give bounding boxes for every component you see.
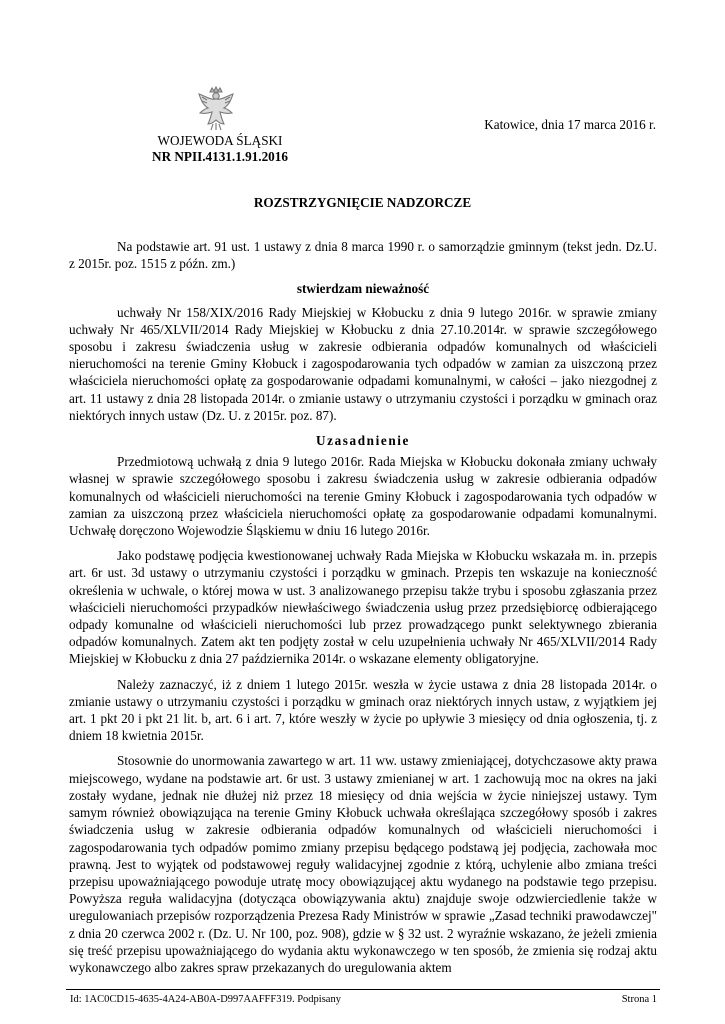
resolution-paragraph: uchwały Nr 158/XIX/2016 Rady Miejskiej w Kłobucku z dnia 9 lutego 2016r. w sprawie zmiany uchwały Nr 465/XLVII/2014 Rady Miejskiej w Kłobucku z dnia 27.10.2014r. w sprawie szczegółowego sposobu i zakresu świadczenia usług w zakresie odbierania odpadów komunalnych od właścicieli nieruchomości na terenie Gminy Kłobuck i zagospodarowania tych odpadów w zamian za uiszczoną przez właściciela nieruchomości opłatę za gospodarowanie odpadami komunalnymi, w całości – jako niezgodnej z art. 11 ustawy z dnia 28 listopada 2014r. o zmianie ustawy o utrzymaniu czystości i porządku w gminach oraz niektórych innych ustaw (Dz. U. z 2015r. poz. 87). <box>69 304 657 423</box>
justification-heading: Uzasadnienie <box>316 433 410 449</box>
justification-paragraph: Przedmiotową uchwałą z dnia 9 lutego 2016r. Rada Miejska w Kłobucku dokonała zmiany uchwały własnej w sprawie szczegółowego sposobu i zakresu świadczenia usług w zakresie odbierania odpadów komunalnych od właścicieli nieruchomości na terenie Gminy Kłobuck i zagospodarowania tych odpadów w zamian za uiszczoną przez właściciela nieruchomości opłatę za gospodarowanie odpadami komunalnymi. Uchwałę doręczono Wojewodzie Śląskiemu w dniu 16 lutego 2016r. <box>69 454 657 539</box>
document-number: NR NPII.4131.1.91.2016 <box>152 149 288 164</box>
issuer-block <box>140 133 300 165</box>
justification-paragraph: Stosownie do unormowania zawartego w art. 11 ww. ustawy zmieniającej, dotychczasowe akty prawa miejscowego, wydane na podstawie art. 6r ust. 3 ustawy zmienianej w art. 1 zachowują moc na okres na jaki zostały wydane, jednak nie dłużej niż przez 18 miesięcy od dnia wejścia w życie niniejszej ustawy. Tym samym również obowiązująca na terenie Gminy Kłobuck uchwała określająca szczegółowy sposób i zakres świadczenia usług w zakresie odbierania odpadów komunalnych od właścicieli nieruchomości i zagospodarowania tych odpadów pomimo zmiany przepisu będącego podstawą jej podjęcia, zachowała moc prawną. Jest to wyjątek od podstawowej reguły walidacyjnej zgodnie z którą, uchylenie albo zmiana treści przepisu upoważniającego powoduje utratę mocy obowiązującej aktu wydanego na podstawie tego przepisu. Powyższa reguła walidacyjna (dotycząca obowiązywania aktu) znajduje swoje odzwierciedlenie także w uregulowaniach przepisów rozporządzenia Prezesa Rady Ministrów w sprawie „Zasad techniki prawodawczej" z dnia 20 czerwca 2002 r. (Dz. U. Nr 100, poz. 908), gdzie w § 32 ust. 2 wyraźnie wskazano, że jeżeli zmienia się treść przepisu upoważniającego do wydania aktu wykonawczego w ten sposób, że zmienia się rodzaj aktu wykonawczego albo zakres spraw przekazanych do uregulowania aktem <box>69 753 657 975</box>
place-and-date: Katowice, dnia 17 marca 2016 r. <box>484 117 656 132</box>
polish-eagle-emblem-icon <box>196 86 236 132</box>
justification-paragraph: Jako podstawę podjęcia kwestionowanej uchwały Rada Miejska w Kłobucku wskazała m. in. przepis art. 6r ust. 3d ustawy o utrzymaniu czystości i porządku w gminach. Przepis ten wskazuje na konieczność określenia w uchwale, o której mowa w ust. 3 analizowanego przepisu także trybu i sposobu zgłaszania przez właścicieli nieruchomości przypadków niewłaściwego świadczenia usług przez przedsiębiorcę odbierającego odpady komunalne od właścicieli nieruchomości lub przez prowadzącego punkt selektywnego zbierania odpadów komunalnych. Zatem akt ten podjęty został w celu uzupełnienia uchwały Nr 465/XLVII/2014 Rady Miejskiej w Kłobucku z dnia 27 października 2014r. o wskazane elementy obligatoryjne. <box>69 548 657 667</box>
issuer-name: WOJEWODA ŚLĄSKI <box>157 133 283 148</box>
decision-statement: stwierdzam nieważność <box>296 281 430 297</box>
footer-divider <box>66 989 660 990</box>
page-number: Strona 1 <box>621 994 657 1005</box>
document-id: Id: 1AC0CD15-4635-4A24-AB0A-D997AAFFF319. Podpisany <box>70 994 341 1005</box>
document-body <box>69 238 657 984</box>
document-title: ROZSTRZYGNIĘCIE NADZORCZE <box>253 195 472 210</box>
justification-paragraph: Należy zaznaczyć, iż z dniem 1 lutego 2015r. weszła w życie ustawa z dnia 28 listopada 2014r. o zmianie ustawy o utrzymaniu czystości i porządku w gminach oraz niektórych innych ustaw, z wyjątkiem jej art. 1 pkt 20 i pkt 21 lit. b, art. 6 i art. 7, które weszły w życie po upływie 3 miesięcy od dnia ogłoszenia, tj. z dniem 18 kwietnia 2015r. <box>69 676 657 744</box>
legal-basis-paragraph: Na podstawie art. 91 ust. 1 ustawy z dnia 8 marca 1990 r. o samorządzie gminnym (tekst jedn. Dz.U. z 2015r. poz. 1515 z późn. zm.) <box>69 239 657 272</box>
